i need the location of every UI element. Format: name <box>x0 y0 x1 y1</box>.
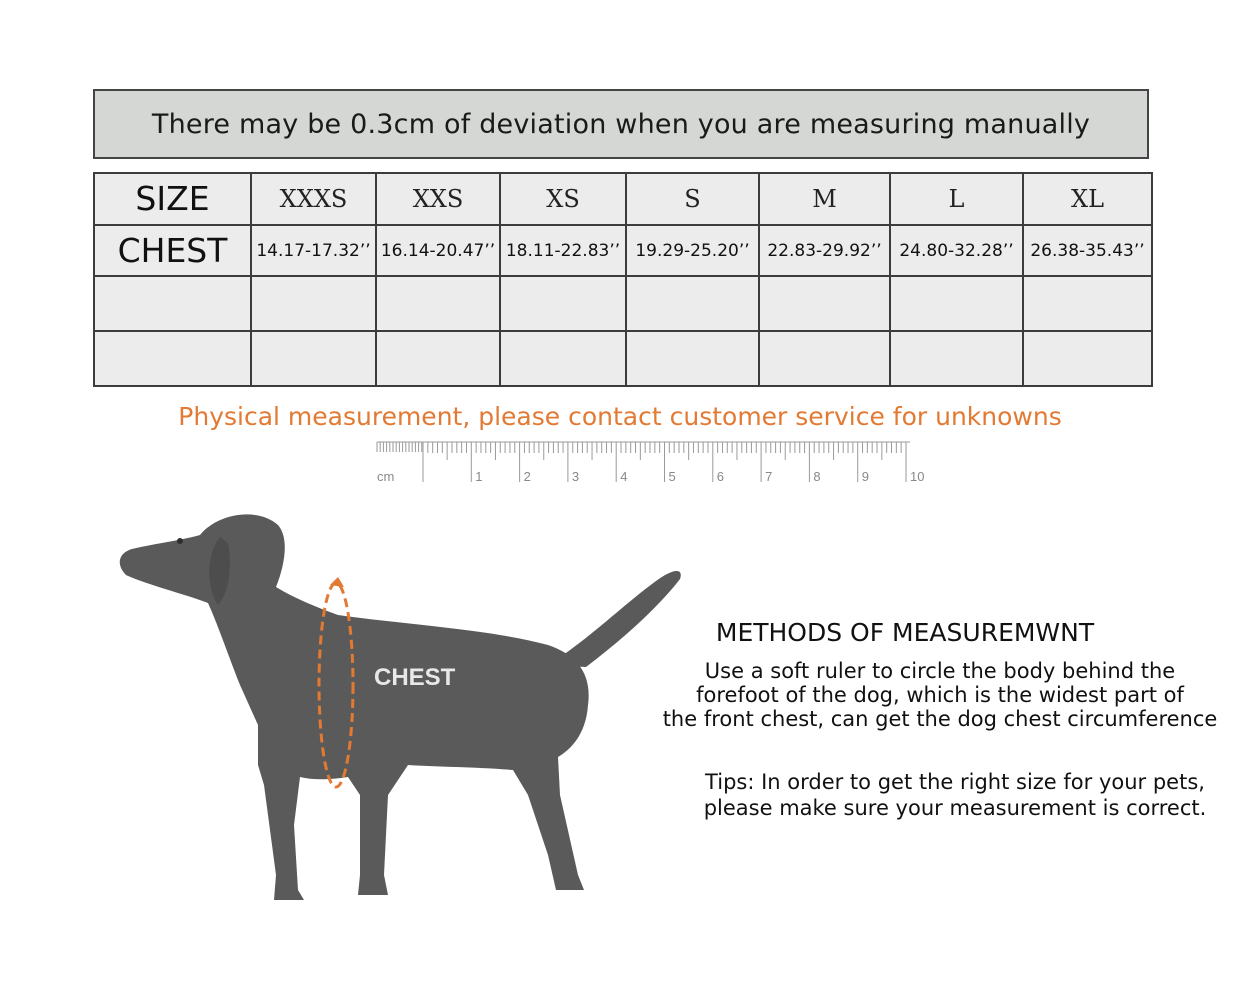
chest-cell: 14.17-17.32’’ <box>251 225 376 277</box>
deviation-text: There may be 0.3cm of deviation when you are measuring manually <box>151 108 1091 140</box>
tips-section <box>640 769 1240 821</box>
ruler-number: 3 <box>571 469 580 484</box>
empty-cell <box>626 331 759 386</box>
methods-section <box>640 618 1240 821</box>
size-cell: XS <box>500 173 626 225</box>
size-chart-table <box>93 172 1153 387</box>
size-cell: L <box>890 173 1023 225</box>
empty-cell <box>759 331 890 386</box>
chest-cell: 24.80-32.28’’ <box>890 225 1023 277</box>
illustration-chest-label: CHEST <box>374 664 456 691</box>
chest-cell: 18.11-22.83’’ <box>500 225 626 277</box>
size-cell: XL <box>1023 173 1152 225</box>
empty-cell <box>500 331 626 386</box>
empty-cell <box>1023 331 1152 386</box>
empty-cell <box>890 331 1023 386</box>
ruler-number: 7 <box>765 469 773 484</box>
empty-cell <box>500 276 626 331</box>
size-cell: M <box>759 173 890 225</box>
empty-cell <box>626 276 759 331</box>
tips-line: please make sure your measurement is correct. <box>703 796 1207 820</box>
empty-row <box>94 276 1152 331</box>
size-row <box>94 173 1152 225</box>
ruler-number: 6 <box>716 469 725 484</box>
ruler-number: 5 <box>668 469 676 484</box>
methods-body <box>640 659 1240 731</box>
ruler-icon <box>373 440 925 490</box>
size-header: SIZE <box>94 173 251 225</box>
dog-silhouette-icon <box>108 495 688 915</box>
empty-cell <box>759 276 890 331</box>
methods-body-line: the front chest, can get the dog chest circumference <box>662 707 1218 731</box>
size-cell: S <box>626 173 759 225</box>
chest-cell: 16.14-20.47’’ <box>376 225 500 277</box>
tips-line: Tips: In order to get the right size for your pets, <box>705 770 1205 794</box>
measurement-note: Physical measurement, please contact customer service for unknowns <box>178 402 1062 431</box>
ruler-number: 10 <box>910 469 925 484</box>
deviation-banner <box>93 89 1149 159</box>
chest-cell: 19.29-25.20’’ <box>626 225 759 277</box>
empty-cell <box>376 276 500 331</box>
size-cell: XXS <box>376 173 500 225</box>
chest-cell: 26.38-35.43’’ <box>1023 225 1152 277</box>
ruler-number: 9 <box>861 469 869 484</box>
empty-cell <box>1023 276 1152 331</box>
empty-cell <box>890 276 1023 331</box>
empty-cell <box>376 331 500 386</box>
ruler-number: 8 <box>813 469 821 484</box>
ruler-number: 4 <box>620 469 628 484</box>
empty-cell <box>251 276 376 331</box>
empty-cell <box>94 331 251 386</box>
chest-cell: 22.83-29.92’’ <box>759 225 890 277</box>
methods-body-line: Use a soft ruler to circle the body behind the <box>704 659 1176 683</box>
empty-cell <box>94 276 251 331</box>
chest-header: CHEST <box>94 225 251 277</box>
size-cell: XXXS <box>251 173 376 225</box>
chest-row <box>94 225 1152 277</box>
ruler-number: 2 <box>523 469 531 484</box>
methods-body-line: forefoot of the dog, which is the widest part of <box>696 683 1184 707</box>
methods-title: METHODS OF MEASUREMWNT <box>715 618 1095 647</box>
empty-row <box>94 331 1152 386</box>
empty-cell <box>251 331 376 386</box>
ruler-number: 1 <box>475 469 483 484</box>
ruler-unit-label: cm <box>377 469 395 484</box>
